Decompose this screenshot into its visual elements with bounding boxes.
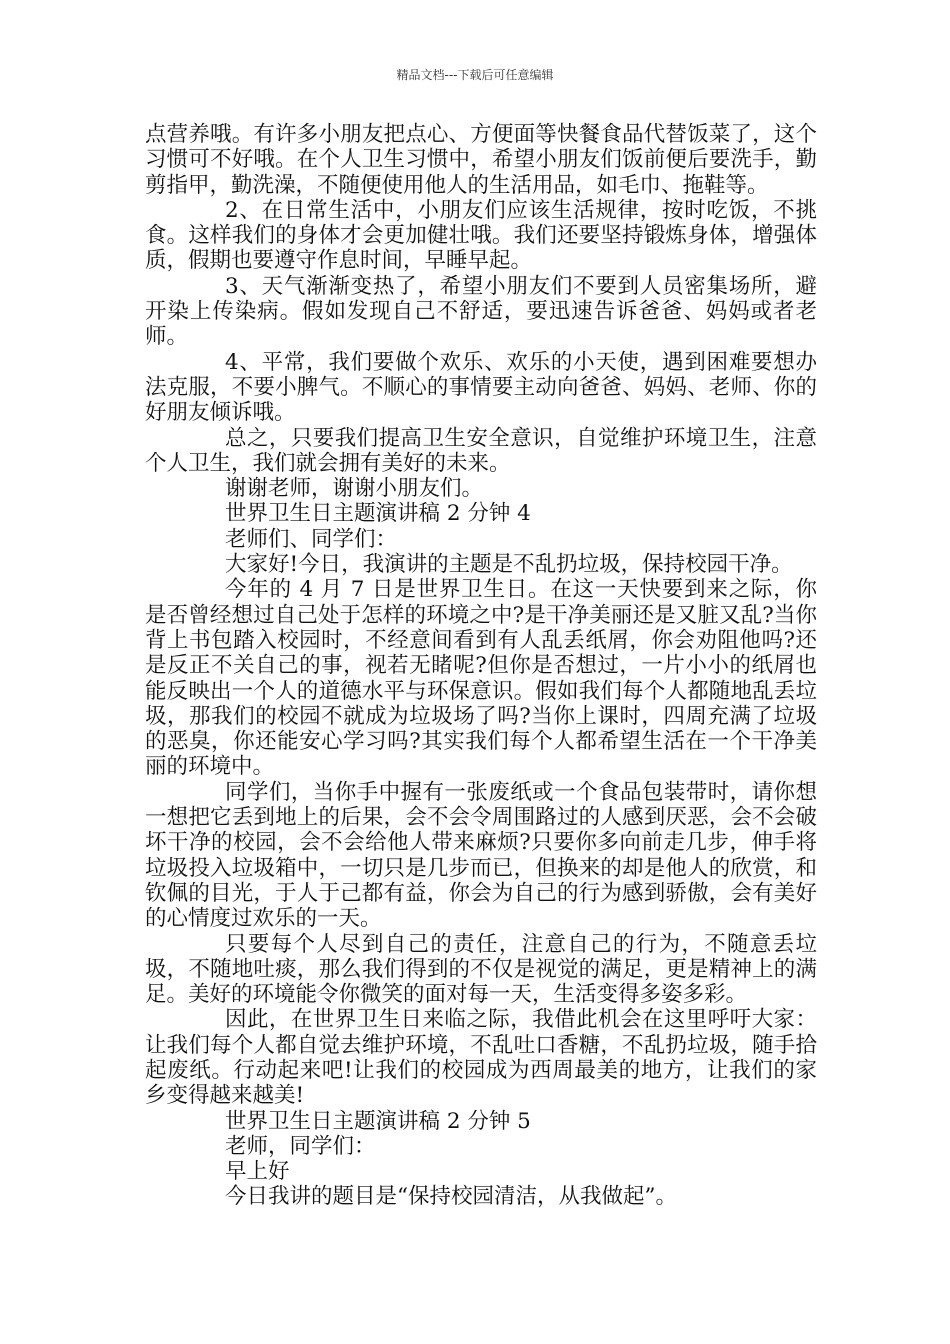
- greeting: 早上好: [225, 1159, 290, 1185]
- paragraph: 总之，只要我们提高卫生安全意识，自觉维护环境卫生，注意个人卫生，我们就会拥有美好的未来。: [145, 425, 817, 476]
- paragraph: 4、平常，我们要做个欢乐、欢乐的小天使，遇到困难要想办法克服，不要小脾气。不顺心的事情要主动向爸爸、妈妈、老师、你的好朋友倾诉哦。: [145, 349, 817, 426]
- paragraph: 因此，在世界卫生日来临之际，我借此机会在这里呼吁大家：让我们每个人都自觉去维护环境，不乱吐口香糖，不乱扔垃圾，随手拾起废纸。行动起来吧!让我们的校园成为西周最美的地方，让我们的家乡变得越来越美!: [145, 1007, 817, 1109]
- page-header: 精品文档---下载后可任意编辑: [396, 68, 554, 82]
- paragraph: 谢谢老师，谢谢小朋友们。: [225, 476, 484, 502]
- salutation: 老师，同学们：: [225, 1133, 376, 1159]
- paragraph: 大家好!今日，我演讲的主题是不乱扔垃圾，保持校园干净。: [225, 552, 793, 578]
- section-heading: 世界卫生日主题演讲稿 2 分钟 5: [225, 1108, 531, 1134]
- document-body: [145, 122, 817, 1210]
- paragraph: 今年的 4 月 7 日是世界卫生日。在这一天快要到来之际，你是否曾经想过自己处于怎样的环境之中?是干净美丽还是又脏又乱?当你背上书包踏入校园时，不经意间看到有人乱丢纸屑，你会劝阻他吗?还是反正不关自己的事，视若无睹呢?但你是否想过，一片小小的纸屑也能反映出一个人的道德水平与环保意识。假如我们每个人都随地乱丢垃圾，那我们的校园不就成为垃圾场了吗?当你上课时，四周充满了垃圾的恶臭，你还能安心学习吗?其实我们每个人都希望生活在一个干净美丽的环境中。: [145, 577, 817, 780]
- salutation: 老师们、同学们：: [225, 526, 398, 552]
- paragraph: 只要每个人尽到自己的责任，注意自己的行为，不随意丢垃圾，不随地吐痰，那么我们得到的不仅是视觉的满足，更是精神上的满足。美好的环境能令你微笑的面对每一天，生活变得多姿多彩。: [145, 931, 817, 1008]
- paragraph: 2、在日常生活中，小朋友们应该生活规律，按时吃饭，不挑食。这样我们的身体才会更加健壮哦。我们还要坚持锻炼身体，增强体质，假期也要遵守作息时间，早睡早起。: [145, 197, 817, 274]
- paragraph: 同学们，当你手中握有一张废纸或一个食品包装带时，请你想一想把它丢到地上的后果，会不会令周围路过的人感到厌恶，会不会破坏干净的校园，会不会给他人带来麻烦?只要你多向前走几步，伸手将垃圾投入垃圾箱中，一切只是几步而已，但换来的却是他人的欣赏，和钦佩的目光，于人于己都有益，你会为自己的行为感到骄傲，会有美好的心情度过欢乐的一天。: [145, 779, 817, 932]
- section-heading: 世界卫生日主题演讲稿 2 分钟 4: [225, 501, 531, 527]
- paragraph: 点营养哦。有许多小朋友把点心、方便面等快餐食品代替饭菜了，这个习惯可不好哦。在个人卫生习惯中，希望小朋友们饭前便后要洗手，勤剪指甲，勤洗澡，不随便使用他人的生活用品，如毛巾、拖鞋等。: [145, 122, 817, 198]
- paragraph: 今日我讲的题目是“保持校园清洁，从我做起”。: [225, 1184, 677, 1210]
- paragraph: 3、天气渐渐变热了，希望小朋友们不要到人员密集场所，避开染上传染病。假如发现自己不舒适，要迅速告诉爸爸、妈妈或者老师。: [145, 273, 817, 350]
